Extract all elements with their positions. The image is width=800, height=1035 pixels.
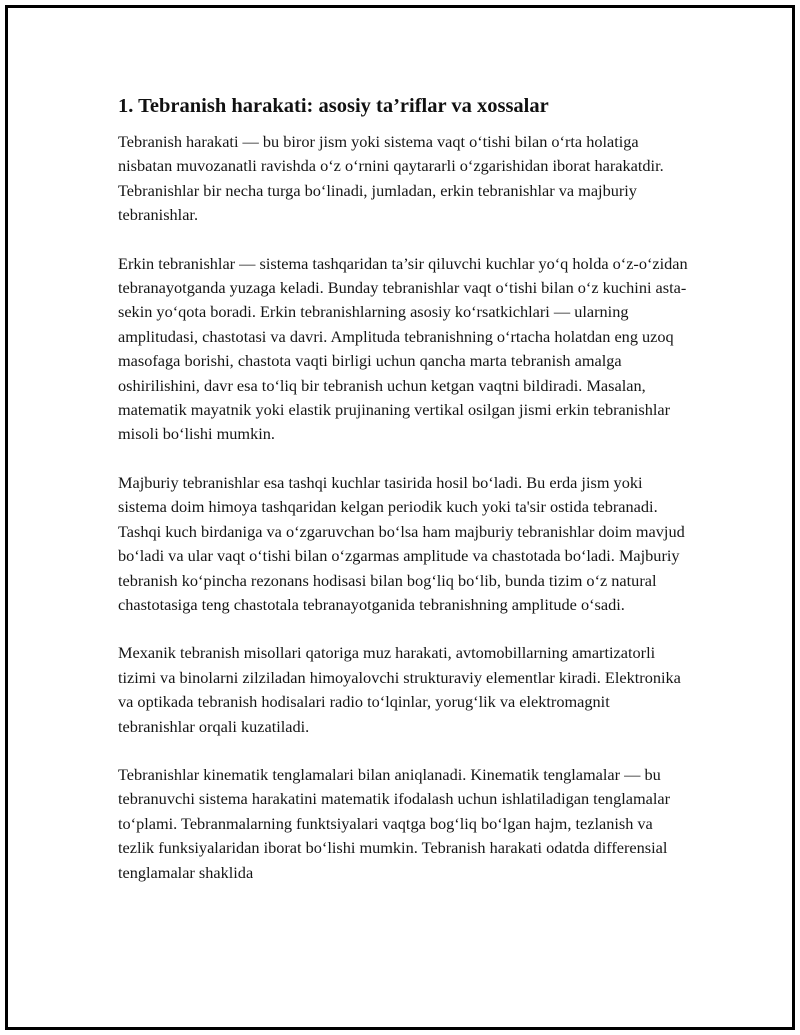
paragraph-kinematic-equations: Tebranishlar kinematik tenglamalari bilan aniqlanadi. Kinematik tenglamalar — bu tebranuvchi sistema harakatini matematik ifodalash uchun ishlatiladigan tenglamalar toʻplami. Tebranmalarning funktsiyalari vaqtga bogʻliq boʻlgan hajm, tezlanish va tezlik funksiyalaridan iborat boʻlishi mumkin. Tebranish harakati odatda differensial tenglamalar shaklida <box>118 764 671 882</box>
paragraph-definition: Tebranish harakati — bu biror jism yoki sistema vaqt oʻtishi bilan oʻrta holatiga nisbatan muvozanatli ravishda oʻz oʻrnini qaytararli oʻzgarishidan iborat harakatdir. Tebranishlar bir necha turga boʻlinadi, jumladan, erkin tebranishlar va majburiy tebranishlar. <box>118 132 664 225</box>
paragraph-free-oscillations: Erkin tebranishlar — sistema tashqaridan ta’sir qiluvchi kuchlar yoʻq holda oʻz-oʻzidan tebranayotganda yuzaga keladi. Bunday tebranishlar vaqt oʻtishi bilan oʻz kuchini asta-sekin yoʻqota boradi. Erkin tebranishlarning asosiy koʻrsatkichlari — ularning amplitudasi, chastotasi va davri. Amplituda tebranishning oʻrtacha holatdan eng uzoq masofaga borishi, chastota vaqti birligi uchun qancha marta tebranish amalga oshirilishini, davr esa toʻliq bir tebranish uchun ketgan vaqtni bildiradi. Masalan, matematik mayatnik yoki elastik prujinaning vertikal osilgan jismi erkin tebranishlar misoli boʻlishi mumkin. <box>118 253 688 444</box>
section-heading: 1. Tebranish harakati: asosiy ta’riflar va xossalar <box>118 95 549 117</box>
paragraph-examples: Mexanik tebranish misollari qatoriga muz harakati, avtomobillarning amartizatorli tizimi va binolarni zilziladan himoyalovchi strukturaviy elementlar kiradi. Elektronika va optikada tebranish hodisalari radio toʻlqinlar, yorugʻlik va elektromagnit tebranishlar orqali kuzatiladi. <box>118 643 681 736</box>
document-body <box>118 93 690 909</box>
paragraph-forced-oscillations: Majburiy tebranishlar esa tashqi kuchlar tasirida hosil boʻladi. Bu erda jism yoki sistema doim himoya tashqaridan kelgan periodik kuch yoki ta'sir ostida tebranadi. Tashqi kuch birdaniga va oʻzgaruvchan boʻlsa ham majburiy tebranishlar doim mavjud boʻladi va ular vaqt oʻtishi bilan oʻzgarmas amplitude va chastotada boʻladi. Majburiy tebranish koʻpincha rezonans hodisasi bilan bogʻliq boʻlib, bunda tizim oʻz natural chastotasiga teng chastotala tebranayotganida tebranishning amplitude oʻsadi. <box>118 472 685 614</box>
